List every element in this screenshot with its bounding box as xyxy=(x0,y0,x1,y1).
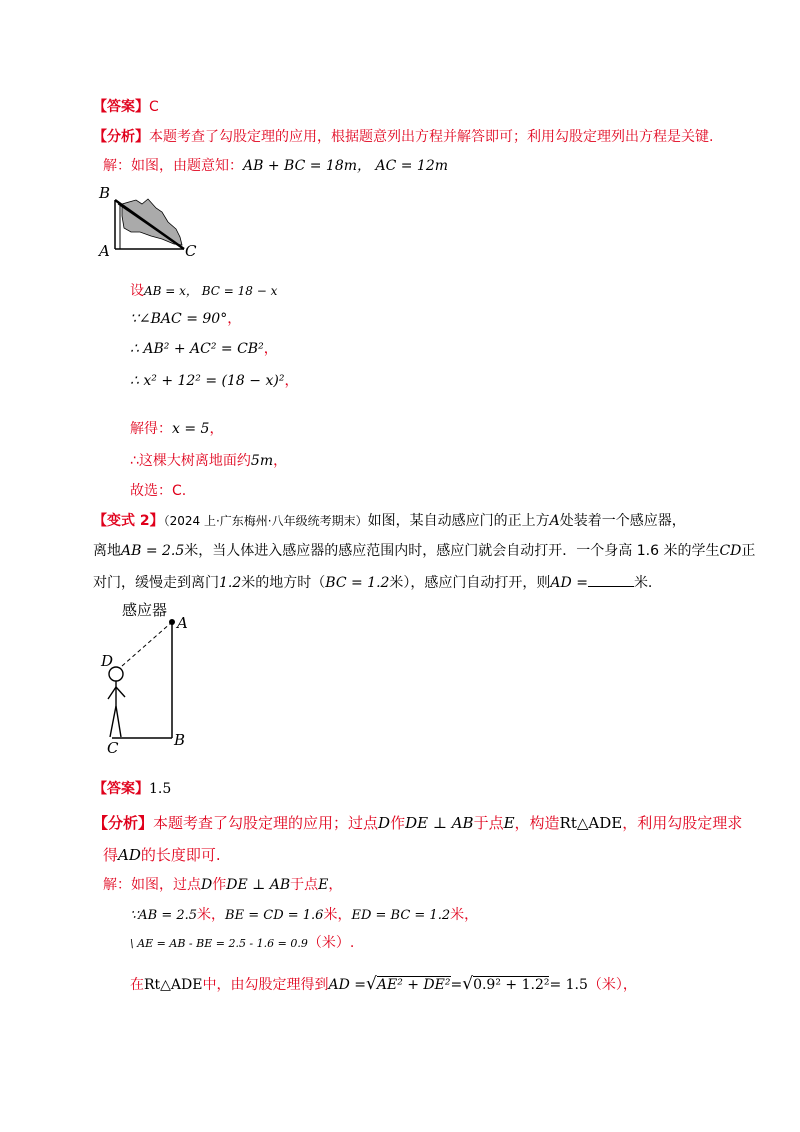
solution-line-3 xyxy=(130,906,478,925)
solution2-math-result: = 1.5 xyxy=(549,977,588,993)
solution2-unit-1: 米， xyxy=(197,907,226,923)
solution2-text-c: 于点 xyxy=(290,877,319,893)
solution2-math-ae: \ AE = AB - BE = 2.5 - 1.6 = 0.9 xyxy=(130,937,308,950)
answer-line-2 xyxy=(93,780,171,798)
sqrt-radical-2: √ xyxy=(462,974,474,994)
variant-question-line-2 xyxy=(93,542,755,560)
solution-line-4 xyxy=(130,934,354,953)
sensor-label: 感应器 xyxy=(122,601,168,619)
person-leg-right xyxy=(116,706,121,737)
answer-line-1 xyxy=(93,98,159,116)
question-text-3b: 米的地方时（ xyxy=(241,575,326,591)
answer-blank xyxy=(588,572,634,587)
variant-question-line-3 xyxy=(93,572,652,592)
person-leg-left xyxy=(110,706,116,737)
solution2-math-ab: ∵AB = 2.5 xyxy=(130,908,198,923)
label-b2: B xyxy=(174,731,186,749)
solution2-unit-5: （米）， xyxy=(587,977,637,993)
analysis-text: 本题考查了勾股定理的应用，根据题意列出方程并解答即可；利用勾股定理列出方程是关键. xyxy=(149,129,714,145)
analysis-text-2f: 得 xyxy=(103,846,119,864)
label-a: A xyxy=(99,242,110,260)
question-text-2b: 米，当人体进入感应器的感应范围内时，感应门就会自动打开．一个身高 1.6 米的学生 xyxy=(184,543,720,559)
sqrt-radical-1: √ xyxy=(366,974,377,994)
solution2-math-radicand-1: AE² + DE² xyxy=(376,977,451,993)
step1-prefix: 设 xyxy=(130,283,144,299)
solution2-math-rt: Rt△ADE xyxy=(144,977,203,993)
analysis-text-2d: ，构造 xyxy=(514,814,560,832)
analysis-text-2c: 于点 xyxy=(473,814,504,832)
step6-tail: ， xyxy=(273,453,288,469)
analysis-text-2a: 本题考查了勾股定理的应用；过点 xyxy=(153,814,379,832)
solution2-math-be: BE = CD = 1.6 xyxy=(225,908,324,923)
question-math-ab: AB = 2.5 xyxy=(121,543,185,559)
analysis-math-rt: Rt△ADE xyxy=(559,814,623,832)
solution-line-2 xyxy=(103,876,342,894)
analysis-math-perp: DE ⊥ AB xyxy=(405,814,474,832)
step6-math: 5m xyxy=(250,453,274,469)
label-c: C xyxy=(185,242,197,260)
question-math-cd: CD xyxy=(719,543,742,559)
step-6 xyxy=(130,452,287,470)
question-text-1-tail: 处装着一个感应器， xyxy=(559,513,686,529)
answer-tag: 【答案】 xyxy=(93,99,149,115)
question-text-1: 如图，某自动感应门的正上方 xyxy=(367,513,550,529)
analysis-text-2g: 的长度即可. xyxy=(140,846,221,864)
question-math-ad: AD = xyxy=(550,575,588,591)
solution2-text-pyth: 中，由勾股定理得到 xyxy=(202,977,329,993)
solution-line-1 xyxy=(103,157,448,175)
step-7: 故选：C. xyxy=(130,483,187,499)
person-arm-left xyxy=(108,687,116,699)
step-5 xyxy=(130,420,223,438)
step2-math: ∵∠BAC = 90° xyxy=(130,311,228,327)
step3-tail: ， xyxy=(263,341,278,357)
solution-line-5 xyxy=(130,972,637,996)
step-2 xyxy=(130,310,241,328)
question-math-dist: 1.2 xyxy=(219,575,242,591)
solution2-math-ed: ED = BC = 1.2 xyxy=(351,908,451,923)
answer-tag-2: 【答案】 xyxy=(93,781,149,797)
variant-question-line-1 xyxy=(93,512,686,530)
answer-value: C xyxy=(149,99,159,115)
solution2-text-d: ， xyxy=(328,877,343,893)
analysis-math-ad: AD xyxy=(118,846,141,864)
sight-line xyxy=(122,622,172,666)
answer-value-2: 1.5 xyxy=(149,781,172,797)
step-4 xyxy=(130,372,298,390)
question-math-a: A xyxy=(549,513,560,529)
solution2-math-eq: = xyxy=(450,977,463,993)
analysis-text-2e: ，利用勾股定理求 xyxy=(622,814,743,832)
step6-prefix: ∴这棵大树离地面约 xyxy=(130,453,251,469)
label-a2: A xyxy=(177,614,188,632)
question-text-2a: 离地 xyxy=(93,543,121,559)
solution-given: AB + BC = 18m， AC = 12m xyxy=(243,158,449,174)
sensor-figure xyxy=(96,598,206,756)
solution2-unit-3: 米， xyxy=(450,907,479,923)
analysis-tag-2: 【分析】 xyxy=(93,814,154,832)
solution2-text-a: 解：如图，过点 xyxy=(103,877,201,893)
analysis-text-2b: 作 xyxy=(390,814,406,832)
step4-tail: ， xyxy=(284,373,299,389)
label-c2: C xyxy=(107,739,119,756)
analysis-math-e: E xyxy=(503,814,515,832)
step5-tail: ， xyxy=(209,421,224,437)
step-3 xyxy=(130,340,278,358)
solution2-text-b: 作 xyxy=(212,877,227,893)
solution2-text-in: 在 xyxy=(130,977,144,993)
solution2-unit-2: 米， xyxy=(323,907,352,923)
step1-math: AB = x， BC = 18 − x xyxy=(144,284,278,298)
solution2-math-ad-eq: AD = xyxy=(328,977,367,993)
step3-math: ∴ AB² + AC² = CB² xyxy=(130,341,264,357)
variant-tag: 【变式 2】 xyxy=(93,513,164,529)
step5-math: x = 5 xyxy=(172,421,210,437)
question-text-3c: 米），感应门自动打开，则 xyxy=(389,575,551,591)
analysis-math-d: D xyxy=(378,814,391,832)
label-d: D xyxy=(101,652,114,670)
analysis-line-2a xyxy=(93,814,742,832)
question-math-bc: BC = 1.2 xyxy=(325,575,390,591)
analysis-line-2b xyxy=(103,846,221,864)
step-1 xyxy=(130,282,277,300)
variant-source: （2024 上·广东梅州·八年级统考期末） xyxy=(163,514,368,528)
solution2-math-radicand-2: 0.9² + 1.2² xyxy=(473,977,550,993)
analysis-tag: 【分析】 xyxy=(93,129,149,145)
question-text-3d: 米. xyxy=(633,575,653,591)
step5-prefix: 解得： xyxy=(130,421,172,437)
step4-math: ∴ x² + 12² = (18 − x)² xyxy=(130,373,285,389)
solution2-unit-4: （米）. xyxy=(307,935,355,951)
solution2-math-perp: DE ⊥ AB xyxy=(226,877,291,893)
step2-tail: ， xyxy=(227,311,242,327)
question-text-2c: 正 xyxy=(741,543,756,559)
person-arm-right xyxy=(116,687,125,697)
label-b: B xyxy=(99,184,111,202)
question-text-3a: 对门，缓慢走到离门 xyxy=(93,575,219,591)
analysis-line-1 xyxy=(93,128,713,146)
solution-lead: 解：如图，由题意知： xyxy=(103,158,243,174)
solution2-math-e: E xyxy=(318,877,329,893)
tree-figure xyxy=(96,182,206,262)
solution2-math-d: D xyxy=(201,877,213,893)
tree-crown-shape xyxy=(122,199,182,245)
